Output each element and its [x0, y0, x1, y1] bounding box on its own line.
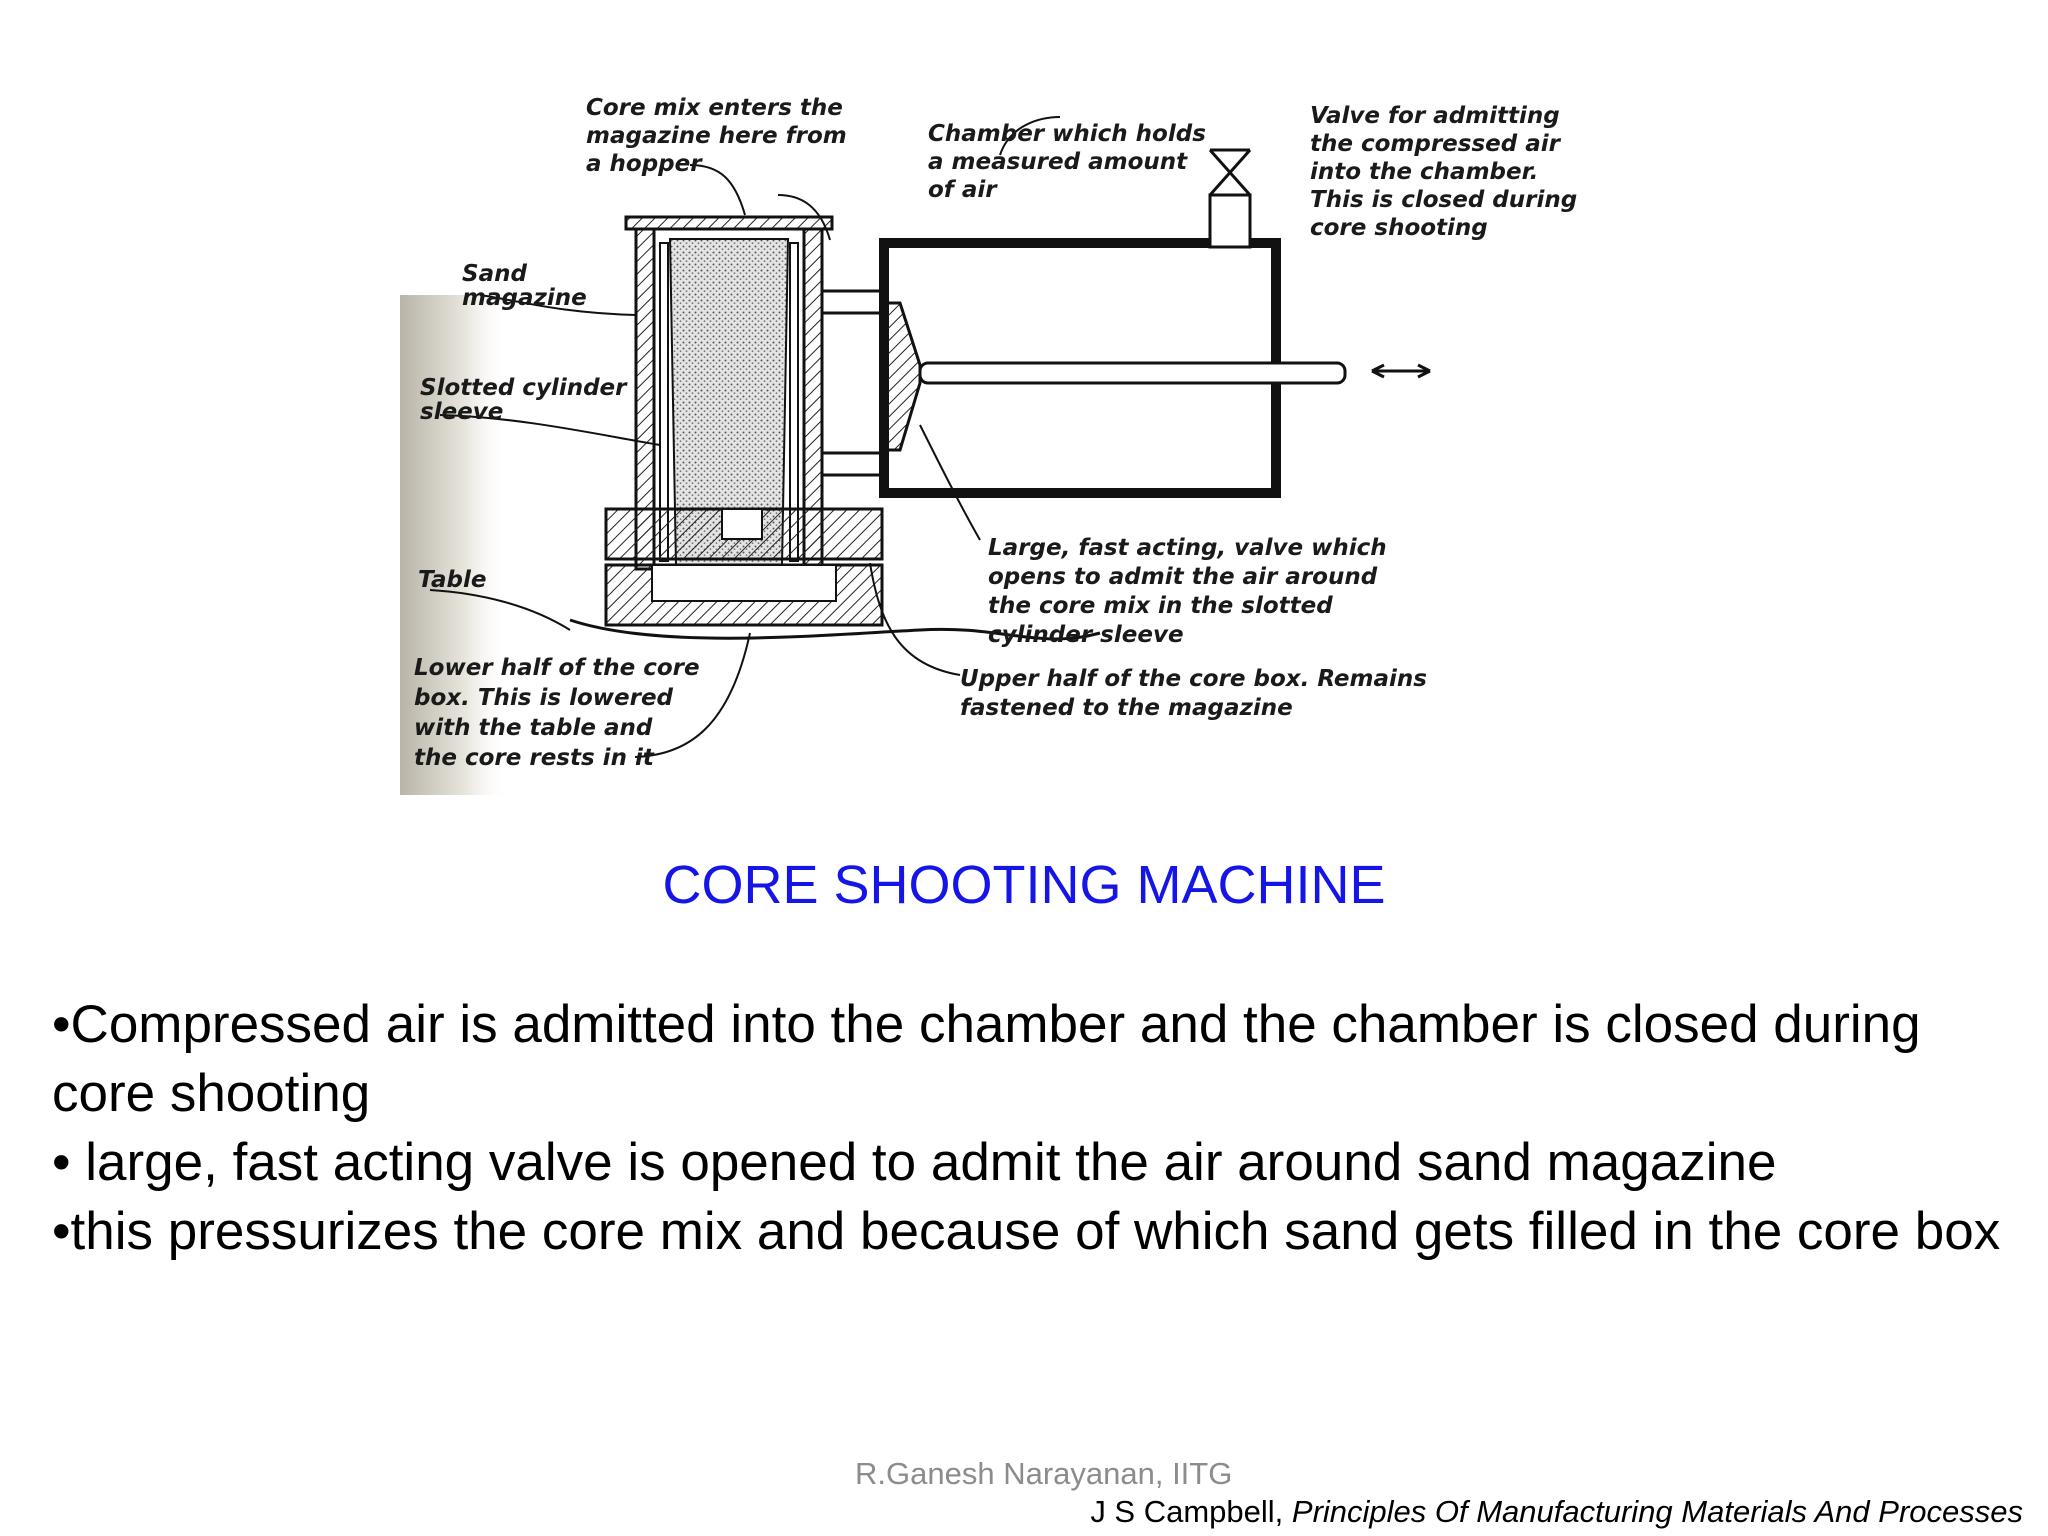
bullet-item: •this pressurizes the core mix and because of which sand gets filled in the core box: [52, 1202, 2001, 1261]
core-shooting-machine-diagram: [400, 65, 1580, 795]
label-cylinder: Slotted cylinder sleeve: [420, 375, 627, 425]
magazine-top-flange: [626, 217, 832, 229]
valve-pipe: [1210, 195, 1250, 247]
valve-stem: [920, 363, 1345, 383]
core-box-opening: [722, 509, 762, 539]
label-sand-magazine: Sand magazine: [462, 261, 587, 311]
stem-arrow: [1372, 365, 1430, 377]
bullet-item: • large, fast acting valve is opened to admit the air around sand magazine: [52, 1133, 1777, 1192]
label-chamber: Chamber which holds a measured amount of air: [928, 121, 1206, 203]
valve-symbol: [1210, 150, 1250, 195]
bullet-list: [52, 990, 2012, 1266]
label-lower-half: Lower half of the core box. This is lowered with the table and the core rests in it: [414, 655, 700, 771]
reference-author: J S Campbell,: [1090, 1494, 1292, 1529]
label-hopper: Core mix enters the magazine here from a hopper: [586, 95, 847, 177]
bullet-item: •Compressed air is admitted into the chamber and the chamber is closed during core shooting: [52, 995, 1921, 1123]
core-cavity: [652, 565, 836, 601]
upper-air-passage: [822, 291, 884, 313]
footer-author: R.Ganesh Narayanan, IITG: [855, 1456, 1233, 1491]
lower-air-passage: [822, 453, 884, 475]
label-valve: Valve for admitting the compressed air into the chamber. This is closed during core shooting: [1310, 103, 1578, 241]
label-upper-half: Upper half of the core box. Remains fastened to the magazine: [960, 666, 1427, 721]
label-table: Table: [418, 567, 487, 593]
reference-title: Principles Of Manufacturing Materials And Processes: [1291, 1494, 2023, 1529]
slide-title: CORE SHOOTING MACHINE: [662, 855, 1386, 915]
label-fast-valve: Large, fast acting, valve which opens to admit the air around the core mix in the slotted cylinder sleeve: [988, 535, 1387, 648]
footer-reference: [1090, 1494, 2023, 1530]
